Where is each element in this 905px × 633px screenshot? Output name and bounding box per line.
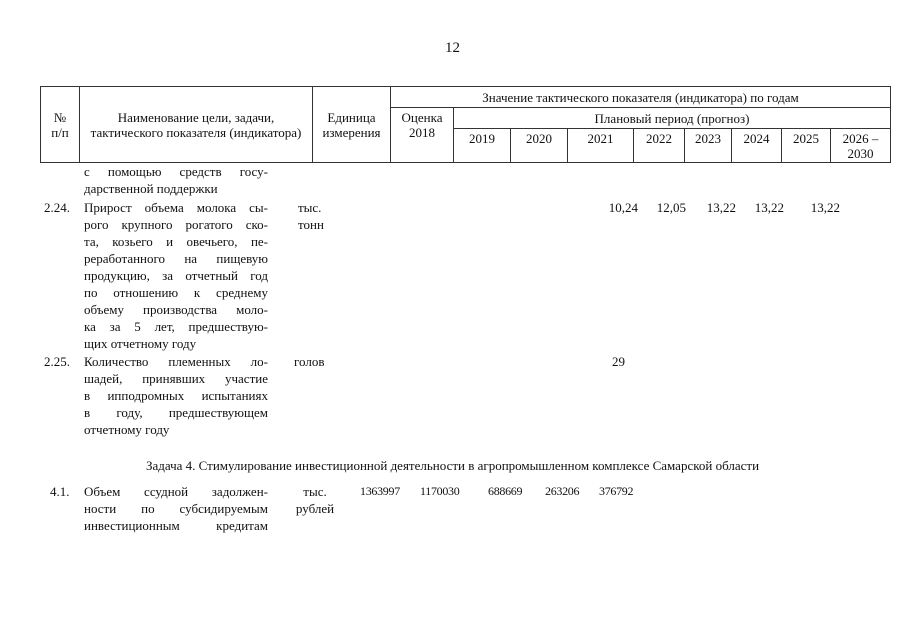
header-group-title: Значение тактического показателя (индикатора) по годам	[391, 87, 891, 108]
row-unit: тыс. рублей	[295, 484, 335, 516]
header-year: 2023	[685, 129, 732, 163]
header-year: 2025	[782, 129, 831, 163]
row-name: Объем ссудной задолжен- ности по субсидируемым инвестиционным кредитам	[84, 484, 268, 533]
value-2021: 263206	[545, 484, 580, 498]
header-year: 2020	[511, 129, 568, 163]
value-2025: 13,22	[754, 200, 784, 215]
header-year: 2021	[568, 129, 634, 163]
row-name: Количество племенных ло- шадей, принявших участие в ипподромных испытаниях в году, предшествующем отчетному году	[84, 354, 268, 437]
row-name: Прирост объема молока сы- рого крупного рогатого ско- та, козьего и овечьего, пе- реработанного на пищевую продукцию, за отчетный год по отношению к среднему объему производства моло- ка за 5 лет, предшествую- щих отчетному году	[84, 200, 268, 351]
row-unit: тыс. тонн	[298, 200, 324, 232]
value-2023: 12,05	[656, 200, 686, 215]
header-year: 2022	[634, 129, 685, 163]
value-2022: 10,24	[608, 200, 638, 215]
value-2019: 1170030	[420, 484, 460, 498]
value-2020: 688669	[488, 484, 523, 498]
header-year: 2026 – 2030	[831, 129, 891, 163]
row-number: 2.24.	[44, 200, 70, 215]
row-number: 4.1.	[50, 484, 70, 499]
header-unit: Единица измерения	[313, 87, 391, 163]
header-estimate: Оценка 2018	[391, 108, 454, 163]
value-2022: 376792	[599, 484, 634, 498]
value-2026-2030: 13,22	[810, 200, 840, 215]
value-2024: 13,22	[706, 200, 736, 215]
continuation-name: с помощью средств госу- дарственной поддержки	[84, 164, 268, 196]
row-unit: голов	[294, 354, 325, 369]
header-year: 2024	[732, 129, 782, 163]
value-estimate-2018: 1363997	[360, 484, 400, 498]
task-title: Задача 4. Стимулирование инвестиционной деятельности в агропромышленном комплексе Самарской области	[145, 458, 760, 473]
page-number: 12	[445, 40, 460, 56]
value-2022: 29	[612, 354, 625, 369]
header-num: № п/п	[41, 87, 80, 163]
header-year: 2019	[454, 129, 511, 163]
header-name: Наименование цели, задачи, тактического показателя (индикатора)	[80, 87, 313, 163]
row-number: 2.25.	[44, 354, 70, 369]
header-plan-title: Плановый период (прогноз)	[454, 108, 891, 129]
